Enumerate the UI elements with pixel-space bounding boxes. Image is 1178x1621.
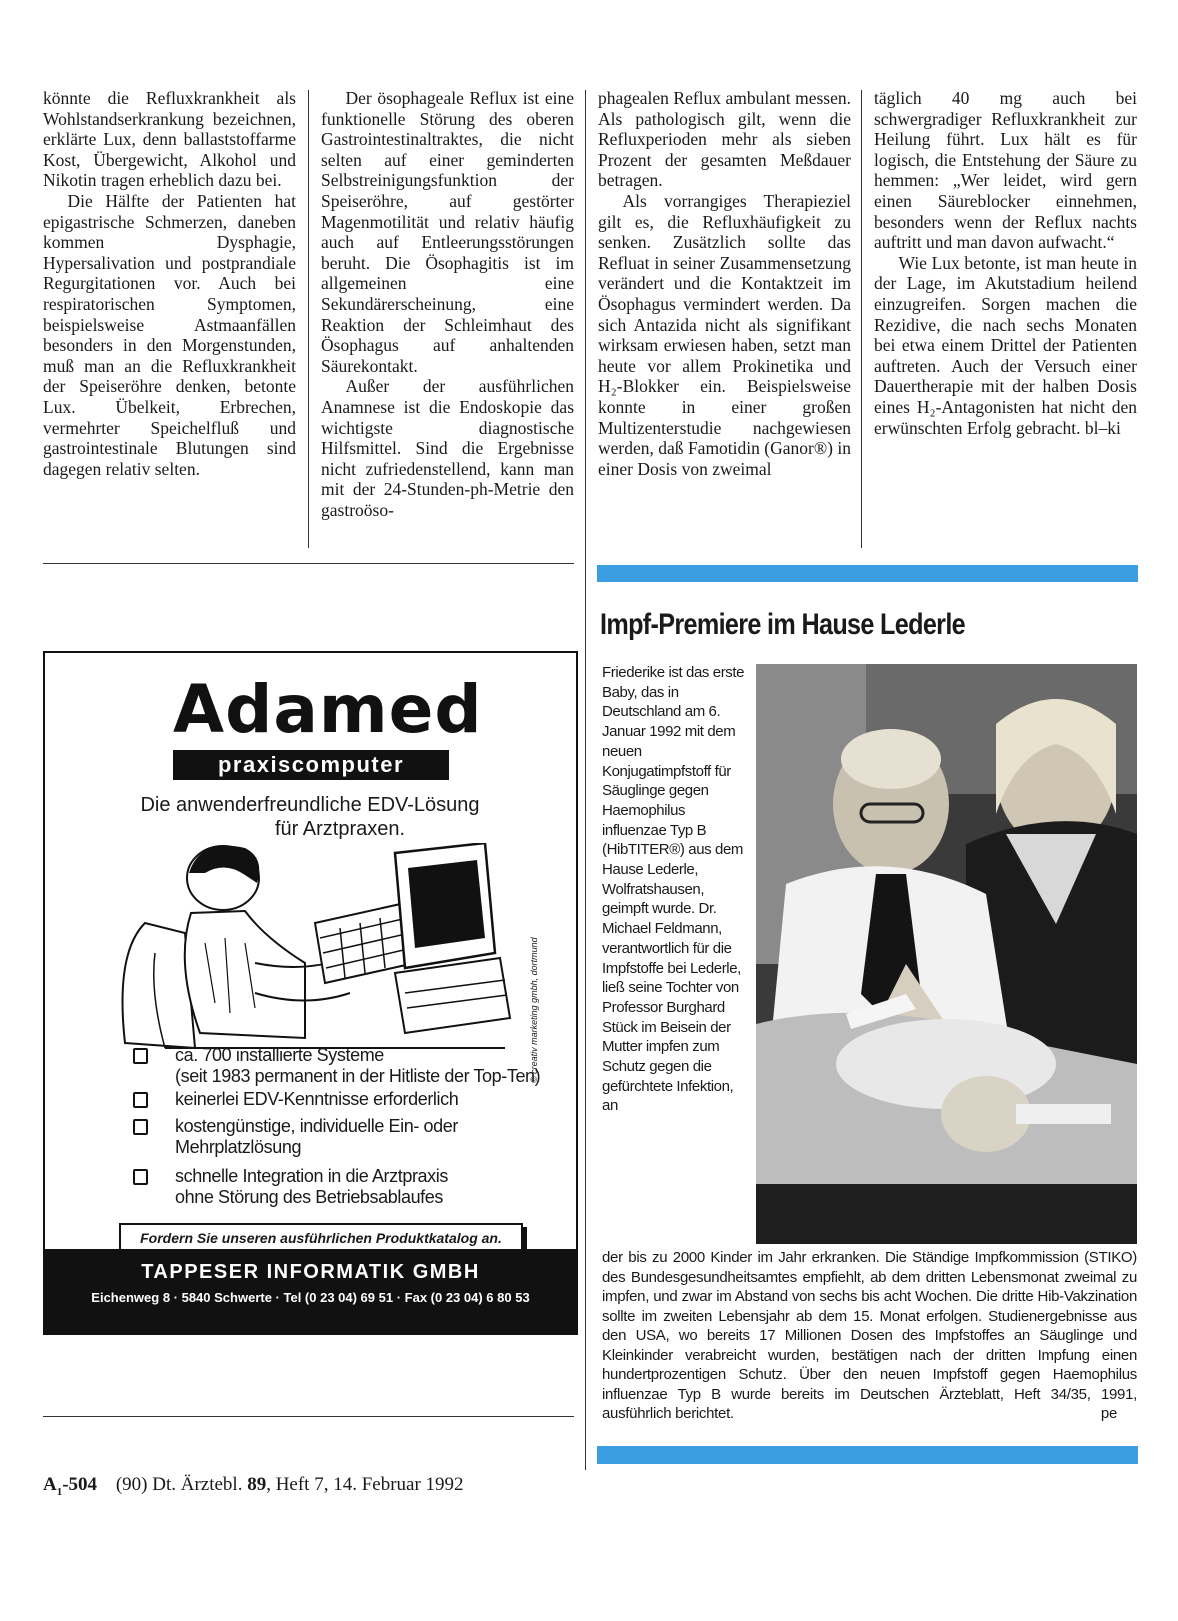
feature-text: Mehrplatzlösung (175, 1137, 302, 1157)
article-headline: Impf-Premiere im Hause Lederle (600, 608, 965, 641)
text-column-2 (321, 88, 574, 520)
text-column-3 (598, 88, 851, 479)
catalog-request: Fordern Sie unseren ausführlichen Produktkatalog an. (119, 1223, 523, 1253)
issue-date: , Heft 7, 14. Februar 1992 (266, 1474, 464, 1495)
column-divider (585, 90, 586, 1470)
company-name: TAPPESER INFORMATIK GMBH (141, 1261, 480, 1283)
paragraph: Wie Lux betonte, ist man heute in der Lage, im Akutstadium heilend einzugreifen. Sorgen machen die Rezidive, die nach sechs Monaten bei etwa einem Drittel der Patienten auftreten. Auch der Versuch einer Dauertherapie mit der halben Dosis eines H₂-Antagonisten hat nicht den erwünschten Erfolg gebracht. bl–ki (874, 252, 1137, 438)
checkbox-icon (133, 1169, 148, 1185)
page-number: -504 (62, 1474, 98, 1495)
column-divider (308, 90, 309, 548)
article-photo (756, 664, 1137, 1244)
monitor-icon (395, 843, 510, 1033)
accent-bar-top (597, 565, 1138, 582)
feature-text: ohne Störung des Betriebsablaufes (175, 1187, 443, 1207)
article-body-text: der bis zu 2000 Kinder im Jahr erkranken. Die Ständige Impfkommission (STIKO) des Bundesgesundheitsamtes empfiehlt, ab dem dritten Lebensmonat zweimal zu impfen, und zwar im Abstand von sechs bis acht Wochen. Die dritte Hib-Vakzination sollte im zweiten Lebensjahr ab dem 15. Monat erfolgen. Studienergebnisse aus den USA, wo bereits 17 Millionen Dosen des Impfstoffes an Säuglinge und Kleinkinder verabreicht wurden, bestätigen nach der dritten Impfung einen hundertprozentigen Schutz. Über den neuen Impfstoff gegen Haemophilus influenzae Typ B wurde bereits im Deutschen Ärzteblatt, Heft 34/35, 1991, ausführlich berichtet. (602, 1249, 1137, 1422)
tagline-line-1: Die anwenderfreundliche EDV-Lösung (140, 794, 480, 816)
feature-text: ca. 700 installierte Systeme (175, 1045, 384, 1065)
logo-subtitle: praxiscomputer (173, 750, 449, 780)
paragraph: täglich 40 mg auch bei schwergradiger Refluxkrankheit zur Heilung führt. Lux hält es für logisch, die Entstehung der Säure zu hemmen: „Wer leidet, wird gern einen Säureblocker einnehmen, besonders wenn der Reflux nachts auftritt und man davon aufwacht.“ (874, 88, 1137, 253)
text-column-1 (43, 88, 296, 479)
feature-text: schnelle Integration in die Arztpraxis (175, 1166, 448, 1186)
checkbox-icon (133, 1048, 148, 1064)
paragraph: phagealen Reflux ambulant messen. Als pathologisch gilt, wenn die Refluxperioden mehr als sieben Prozent der gesamten Meßdauer betragen. (598, 88, 851, 191)
page-code-sub: 1 (56, 1485, 63, 1498)
checkbox-icon (133, 1092, 148, 1108)
ad-tagline (105, 793, 515, 841)
section-rule (43, 1416, 574, 1417)
article-body (602, 1248, 1137, 1424)
ad-credit: © creativ marketing gmbh, dortmund (529, 937, 539, 1083)
computer-user-illustration (105, 843, 515, 1053)
paragraph: könnte die Refluxkrankheit als Wohlstandserkrankung bezeichnen, erklärte Lux, denn ballaststoffarme Kost, Übergewicht, Alkohol und Nikotin tragen erheblich dazu bei. (43, 88, 296, 191)
article-author: pe (1100, 1405, 1117, 1422)
paragraph: Der ösophageale Reflux ist eine funktionelle Störung des oberen Gastrointestinaltraktes, die nicht selten auf einer geminderten Selbstreinigungsfunktion der Speiseröhre, auf gestörter Magenmotilität und relativ häufig auch auf Entleerungsstörungen beruht. Die Ösophagitis ist im allgemeinen eine Sekundärerscheinung, eine Reaktion der Schleimhaut des Ösophagus auf anhaltenden Säurekontakt. (321, 88, 574, 376)
checkbox-icon (133, 1119, 148, 1135)
column-divider (861, 90, 862, 548)
photo-illustration (756, 664, 1137, 1244)
tagline-line-2: für Arztpraxen. (274, 818, 406, 840)
ad-company-footer (45, 1249, 576, 1333)
page-footer (43, 1474, 464, 1498)
paragraph: Außer der ausführlichen Anamnese ist die Endoskopie das wichtigste diagnostische Hilfsmittel. Sind die Ergebnisse nicht zufriedenstellend, kann man mit der 24-Stunden-ph-Metrie den gastroöso- (321, 376, 574, 520)
feature-text: (seit 1983 permanent in der Hitliste der Top-Ten) (175, 1066, 541, 1086)
advertisement (43, 651, 578, 1335)
citation: (90) Dt. Ärztebl. (115, 1474, 248, 1495)
company-address: Eichenweg 8 · 5840 Schwerte · Tel (0 23 04) 69 51 · Fax (0 23 04) 6 80 53 (91, 1290, 530, 1305)
accent-bar-bottom (597, 1446, 1138, 1464)
feature-text: kostengünstige, individuelle Ein- oder (175, 1116, 458, 1136)
adamed-logo: Adamed (173, 671, 483, 748)
text-column-4 (874, 88, 1137, 438)
volume: 89 (247, 1474, 267, 1495)
section-rule (43, 563, 574, 564)
page-code: A (43, 1474, 57, 1495)
paragraph: Als vorrangiges Therapieziel gilt es, die Refluxhäufigkeit zu senken. Zusätzlich sollte das Refluat in seiner Zusammensetzung verändert und die Kontaktzeit im Ösophagus vermindert werden. Da sich Antazida nicht als signifikant wirksam erwiesen haben, setzt man heute vor allem Prokinetika und H₂-Blokker ein. Beispielsweise konnte in einer großen Multizenterstudie nachgewiesen werden, daß Famotidin (Ganor®) in einer Dosis von zweimal (598, 190, 851, 479)
paragraph: Die Hälfte der Patienten hat epigastrische Schmerzen, daneben kommen Dysphagie, Hypersalivation und postprandiale Regurgitationen vor. Auch bei respiratorischen Symptomen, beispielsweise Astmaanfällen besonders in den Morgenstunden, muß man an die Refluxkrankheit der Speiseröhre denken, betonte Lux. Übelkeit, Erbrechen, vermehrter Speichelfluß und gastrointestinale Blutungen sind dagegen relativ selten. (43, 190, 296, 479)
photo-caption: Friederike ist das erste Baby, das in Deutschland am 6. Januar 1992 mit dem neuen Konjugatimpfstoff für Säuglinge gegen Haemophilus influenzae Typ B (HibTITER®) aus dem Hause Lederle, Wolfratshausen, geimpft wurde. Dr. Michael Feldmann, verantwortlich für die Impfstoffe bei Lederle, ließ seine Tochter von Professor Burghard Stück im Beisein der Mutter impfen zum Schutz gegen die gefürchtete Infektion, an (602, 664, 745, 1115)
feature-text: keinerlei EDV-Kenntnisse erforderlich (175, 1089, 459, 1109)
